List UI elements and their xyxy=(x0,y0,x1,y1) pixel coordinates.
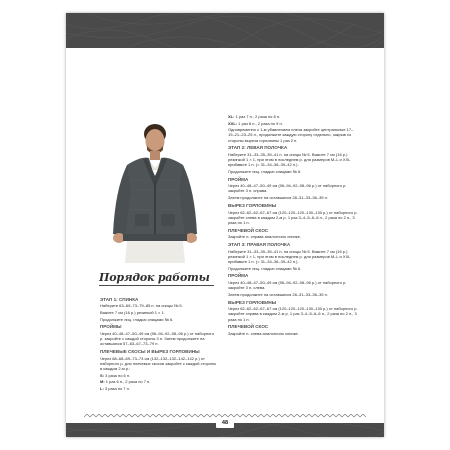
size-line-l xyxy=(100,386,218,391)
paragraph: Вяжите 7 см (16 р.) резинкой 1 × 1. xyxy=(100,310,165,316)
size-text: 1 раз 7 п., 2 раза по 8 п. xyxy=(234,114,281,119)
paragraph: Закройте п. слева аналогично спинке. xyxy=(228,331,299,336)
heading-armholes: ПРОЙМЫ xyxy=(100,324,122,330)
heading-stage-1: ЭТАП 1: СПИНКА xyxy=(100,296,139,302)
heading-shoulders-neckline: ПЛЕЧЕВЫЕ СКОСЫ И ВЫРЕЗ ГОРЛОВИНЫ xyxy=(100,349,200,355)
paragraph: Через 68–68–69–73–73 см (132–132–132–142–142 р.) от наборного р. для плечевых скосов закройте с каждой стороны в каждом 2-м р.: xyxy=(100,355,217,372)
title-underline xyxy=(99,285,214,286)
paragraph: Через 40–48–47–50–49 см (96–94–92–98–96 р.) от наборного р. закройте 3 п. слева. xyxy=(228,280,347,291)
size-text: 1 раз 8 п., 2 раза по 9 п. xyxy=(237,120,283,126)
paragraph: Через 62–62–62–67–67 см (120–120–120–130–130 р.) от наборного р. закройте слева в каждом 2-м р. 1 раз 3–4–5–6–6 п., 2 раза по 2 п., 3 раза по 1 п. xyxy=(228,209,358,225)
paragraph: Затем продолжите на оставшихся 28–31–33–36–39 п. xyxy=(228,291,328,297)
right-column xyxy=(228,114,358,338)
size-label: XL: xyxy=(228,114,235,119)
left-column xyxy=(100,294,218,393)
knit-texture-pattern xyxy=(66,13,384,48)
size-text: 3 раза по 6 п. xyxy=(104,372,131,378)
heading-neckline: ВЫРЕЗ ГОРЛОВИНЫ xyxy=(228,299,277,305)
heading-stage-3: ЭТАП 3: ПРАВАЯ ПОЛОЧКА xyxy=(228,241,291,247)
photo-icon xyxy=(97,110,214,263)
paragraph: Через 40–48–47–50–49 см (96–94–92–98–96 р.) от наборного р. закройте 3 п. справа. xyxy=(228,183,347,194)
paragraph: Затем продолжите на оставшихся 28–31–33–36–39 п. xyxy=(228,195,328,201)
size-line-xxl xyxy=(228,121,358,126)
header-band xyxy=(66,13,384,48)
paragraph: Через 40–48–47–50–49 см (96–94–92–98–96 р.) от наборного р. закройте с каждой стороны 3 п. Затем продолжите на оставшихся 57–63–67–73–79 п. xyxy=(100,331,214,347)
heading-shoulder: ПЛЕЧЕВОЙ СКОС xyxy=(228,227,269,233)
size-line-m xyxy=(100,379,218,384)
heading-armhole: ПРОЙМА xyxy=(228,273,249,279)
book-page xyxy=(66,13,384,437)
paragraph: Наберите 31–33–35–39–41 п. на спицы № 5. Вяжите 7 см (16 р.) резинкой 1 × 1, при этом в последнем р. для размеров M–L и XXL прибавьте 1 п. (= 31–34–36–39–42 п.). xyxy=(228,248,351,264)
heading-armhole: ПРОЙМА xyxy=(228,176,249,182)
paragraph: Наберите 63–69–73–79–85 п. на спицы № 5. xyxy=(100,303,183,309)
section-title: Порядок работы xyxy=(99,271,210,284)
model-in-knit-cardigan-photo xyxy=(97,110,214,263)
size-label: XXL: xyxy=(228,120,238,126)
heading-neckline: ВЫРЕЗ ГОРЛОВИНЫ xyxy=(228,202,277,208)
paragraph: Продолжите лиц. гладью спицами № 6. xyxy=(228,265,302,271)
heading-stage-2: ЭТАП 2: ЛЕВАЯ ПОЛОЧКА xyxy=(228,145,288,151)
size-label: L: xyxy=(100,386,104,392)
size-text: 3 раза по 7 п. xyxy=(103,386,130,392)
paragraph: Наберите 31–33–35–39–41 п. на спицы № 5. Вяжите 7 см (16 р.) резинкой 1 × 1, при этом в последнем р. для размеров M–L и XXL прибавьте 1 п. (= 31–34–36–39–42 п.). xyxy=(228,152,351,168)
size-line-xl xyxy=(228,114,358,119)
size-text: 1 раз 6 п., 2 раза по 7 п. xyxy=(104,379,151,385)
page-number: 48 xyxy=(216,419,234,428)
paragraph: Закройте п. справа аналогично спинке. xyxy=(228,234,301,240)
size-label: M: xyxy=(100,379,105,385)
size-line-s xyxy=(100,373,218,378)
paragraph: Продолжите лиц. гладью спицами № 6. xyxy=(100,316,174,322)
paragraph: Через 62–62–62–67–67 см (120–120–120–130–130 р.) от наборного р. закройте справа в каждом 2-м р. 1 раз 3–4–5–6–6 п., 2 раза по 2 п., 3 раза по 1 п. xyxy=(228,306,358,322)
paragraph: Продолжите лиц. гладью спицами № 6. xyxy=(228,168,302,174)
size-label: S: xyxy=(100,372,104,378)
heading-shoulder: ПЛЕЧЕВОЙ СКОС xyxy=(228,324,269,330)
paragraph: Одновременно с 1-м убавлением плеча закройте центральные 17–19–21–23–25 п., продолжите каждую сторону отдельно, закрыв со стороны выреза горловины 1 раз 2 п. xyxy=(228,127,354,143)
